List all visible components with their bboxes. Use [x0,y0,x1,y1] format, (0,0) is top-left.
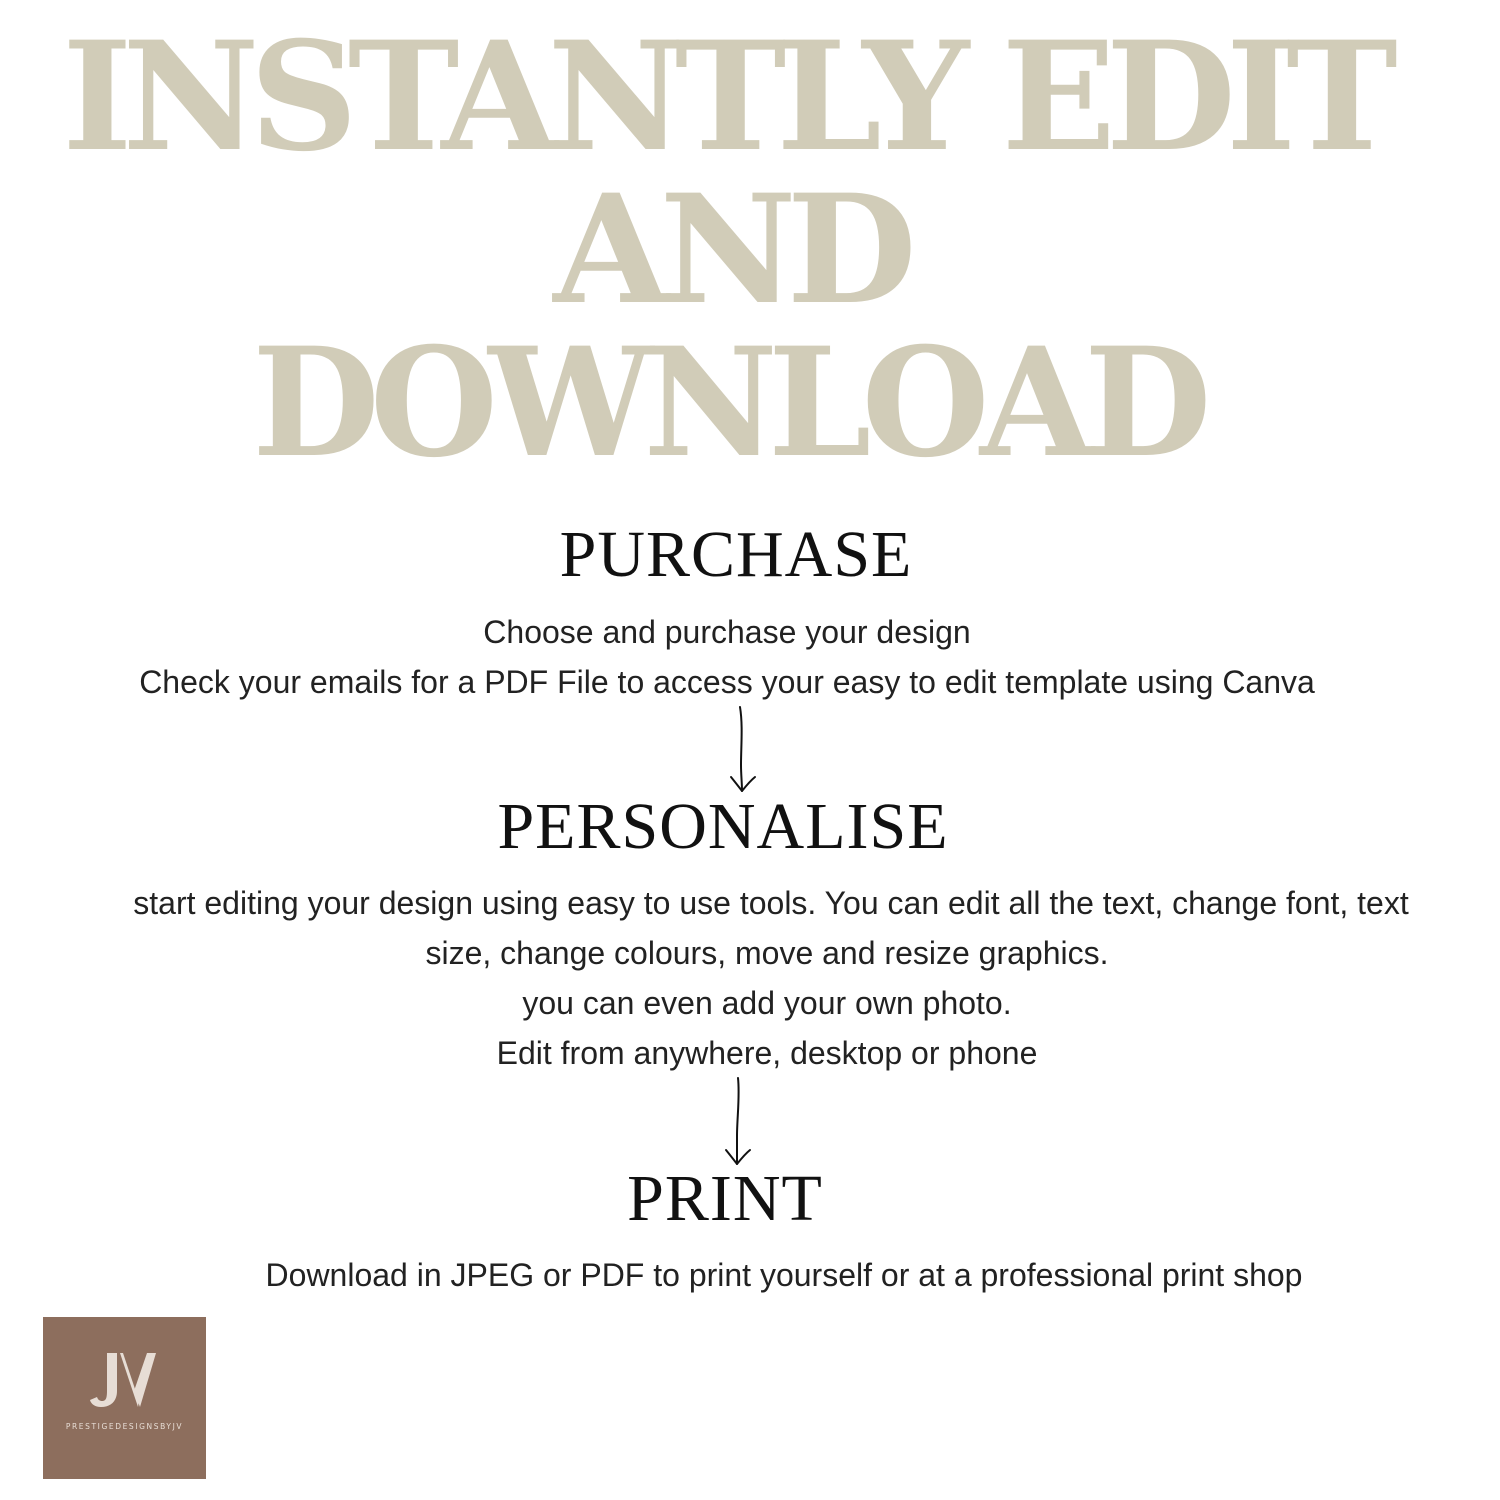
headline-line-1: INSTANTLY EDIT [62,9,1388,185]
step-title-purchase: PURCHASE [559,518,913,591]
brand-logo-caption: PRESTIGEDESIGNSBYJV [65,1422,184,1431]
arrow-down-icon [717,1076,757,1168]
step-description-line: size, change colours, move and resize graphics. [425,935,1109,971]
step-title-personalise: PERSONALISE [497,790,949,863]
step-description-line: start editing your design using easy to use tools. You can edit all the text, change font, text [133,885,1409,921]
step-description-line: Choose and purchase your design [483,614,971,650]
step-description-line: Edit from anywhere, desktop or phone [496,1035,1038,1071]
headline-line-3: DOWNLOAD [252,315,1202,491]
brand-logo [43,1317,206,1479]
arrow-down-icon [722,705,762,795]
jv-monogram-logo-icon [43,1341,206,1411]
headline-line-2: AND [553,162,907,338]
step-description-line: Check your emails for a PDF File to access your easy to edit template using Canva [139,664,1315,700]
step-title-print: PRINT [627,1162,823,1235]
step-description-line: you can even add your own photo. [522,985,1012,1021]
step-description-line: Download in JPEG or PDF to print yourself or at a professional print shop [265,1257,1303,1293]
